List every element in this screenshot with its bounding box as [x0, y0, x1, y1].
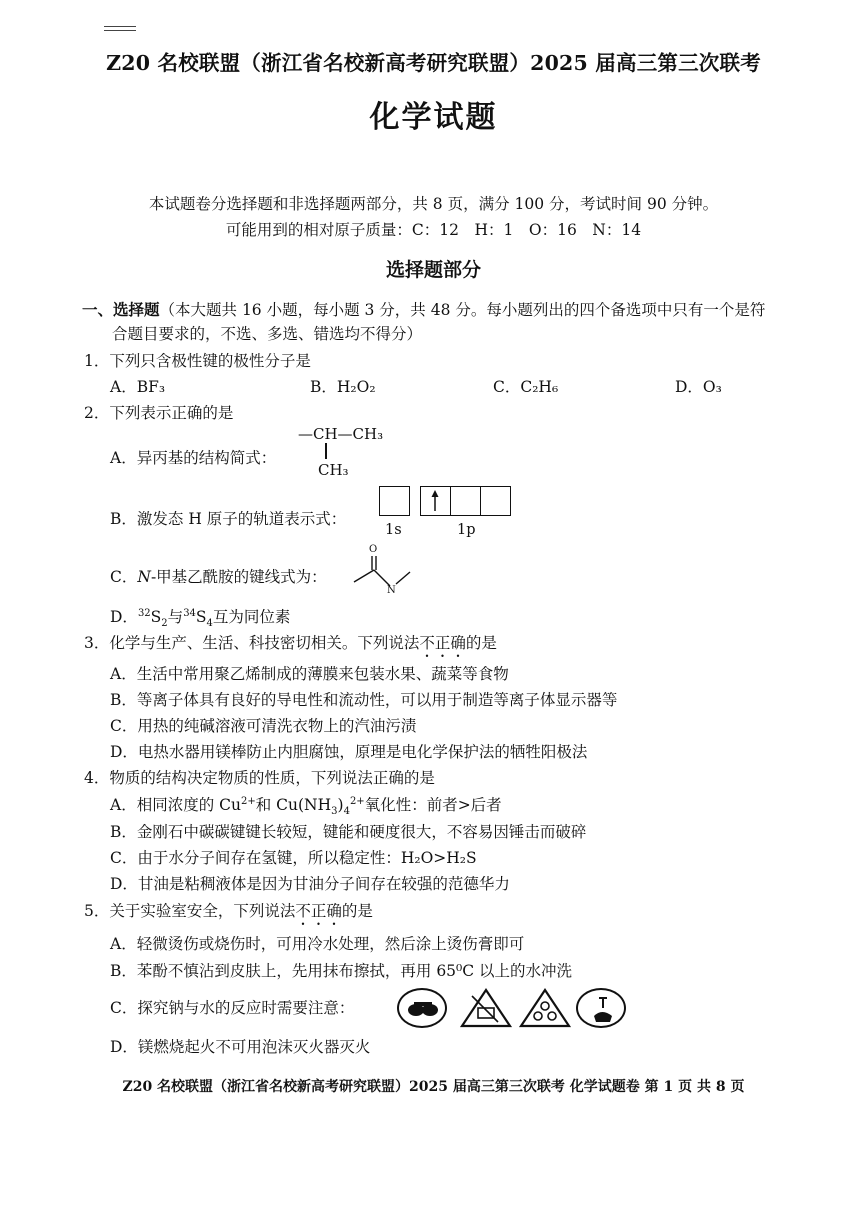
q3-option-b: B．等离子体具有良好的导电性和流动性，可以用于制造等离子体显示器等	[110, 691, 618, 709]
q2-option-d-prefix: D．	[110, 608, 138, 626]
isopropyl-bond-vertical	[325, 443, 327, 459]
orbital-box-1p-1	[420, 486, 451, 516]
part-heading-line2: 合题目要求的，不选、多选、错选均不得分）	[112, 325, 423, 343]
q1-stem: 1．下列只含极性键的极性分子是	[84, 352, 311, 370]
isotope-1-symbol: S	[150, 608, 162, 626]
q2-option-c-italic: N	[137, 568, 151, 586]
orbital-box-1p-3	[480, 486, 511, 516]
orbital-label-1p: 1p	[457, 522, 476, 538]
q4-stem: 4．物质的结构决定物质的性质，下列说法正确的是	[84, 769, 435, 787]
electron-up-arrow-icon	[421, 487, 452, 517]
orbital-box-1s	[379, 486, 410, 516]
q4-option-c: C．由于水分子间存在氢键，所以稳定性：H₂O>H₂S	[110, 849, 477, 867]
q5-option-c: C．探究钠与水的反应时需要注意：	[110, 999, 355, 1017]
part-heading-label: 一、选择题	[82, 300, 160, 319]
q3-option-a: A．生活中常用聚乙烯制成的薄膜来包装水果、蔬菜等食物	[110, 665, 509, 683]
atom-label-n: N	[387, 585, 396, 596]
part-heading-text: （本大题共 16 小题，每小题 3 分，共 48 分。每小题列出的四个备选项中只有一个是符	[159, 301, 766, 319]
q1-option-d: D．O₃	[675, 378, 722, 396]
subject-title: 化学试题	[369, 100, 498, 135]
isopropyl-formula-bottom: CH₃	[318, 461, 349, 479]
q3-stem-post: 的是	[465, 634, 497, 652]
page-footer: Z20 名校联盟（浙江省名校新高考研究联盟）2025 届高三第三次联考 化学试题卷 第 1 页 共 8 页	[122, 1079, 745, 1095]
q4-option-a-subscript-2: 4	[343, 806, 350, 818]
q3-option-c: C．用热的纯碱溶液可清洗衣物上的汽油污渍	[110, 717, 417, 735]
q4-option-a-mid2: )	[337, 796, 344, 814]
q4-option-a-charge-1: 2+	[240, 795, 256, 807]
intro-line-1: 本试题卷分选择题和非选择题两部分，共 8 页，满分 100 分，考试时间 90 分钟。	[148, 195, 719, 213]
scan-mark	[104, 26, 136, 31]
q2-option-d	[110, 605, 290, 629]
q3-option-d: D．电热水器用镁棒防止内胆腐蚀，原理是电化学保护法的牺牲阳极法	[110, 743, 588, 761]
fan-ventilation-icon	[517, 986, 573, 1030]
q3-stem-emphasis: 不正确	[419, 634, 466, 652]
q1-option-a: A．BF₃	[110, 378, 166, 396]
q1-option-b: B．H₂O₂	[310, 378, 376, 396]
q4-option-a-mid: 和 Cu(NH	[255, 796, 332, 814]
isopropyl-formula-top: —CH—CH₃	[298, 425, 384, 443]
isotope-2-symbol: S	[195, 608, 207, 626]
orbital-label-1s: 1s	[385, 522, 402, 538]
q2-option-b: B．激发态 H 原子的轨道表示式：	[110, 510, 347, 528]
q2-option-d-connector: 与	[167, 608, 184, 626]
q4-option-a	[110, 793, 502, 817]
q3-stem	[84, 631, 497, 661]
atom-label-o: O	[369, 544, 378, 555]
q5-stem	[84, 899, 373, 929]
wash-hands-icon	[576, 988, 626, 1028]
orbital-box-1p-2	[450, 486, 481, 516]
q2-option-d-text: 互为同位素	[212, 608, 291, 626]
isotope-2-subscript: 4	[206, 618, 213, 630]
q4-option-d: D．甘油是粘稠液体是因为甘油分子间存在较强的范德华力	[110, 875, 510, 893]
q5-stem-emphasis: 不正确	[295, 902, 342, 920]
part-heading	[82, 298, 765, 320]
goggles-safety-icon	[397, 988, 447, 1028]
q5-option-d: D．镁燃烧起火不可用泡沫灭火器灭火	[110, 1038, 371, 1056]
q5-option-b: B．苯酚不慎沾到皮肤上，先用抹布擦拭，再用 65⁰C 以上的水冲洗	[110, 962, 573, 980]
isotope-2-mass: 34	[183, 607, 196, 619]
q3-stem-pre: 3．化学与生产、生活、科技密切相关。下列说法	[84, 634, 420, 652]
heating-caution-icon	[458, 986, 514, 1030]
q2-option-c	[110, 565, 327, 587]
exam-header-title: Z20 名校联盟（浙江省名校新高考研究联盟）2025 届高三第三次联考	[106, 51, 761, 75]
q1-option-c: C．C₂H₆	[493, 378, 559, 396]
q2-stem: 2．下列表示正确的是	[84, 404, 234, 422]
intro-line-2: 可能用到的相对原子质量：C：12 H：1 O：16 N：14	[225, 221, 642, 239]
q5-option-a: A．轻微烫伤或烧伤时，可用冷水处理，然后涂上烫伤膏即可	[110, 935, 525, 953]
section-title: 选择题部分	[385, 259, 481, 281]
isotope-1-mass: 32	[137, 607, 151, 619]
q5-stem-pre: 5．关于实验室安全，下列说法	[84, 902, 296, 920]
q4-option-a-subscript-1: 3	[331, 806, 338, 818]
isotope-1-subscript: 2	[161, 618, 168, 630]
q2-option-c-prefix: C．	[110, 568, 138, 586]
q4-option-a-post: 氧化性：前者>后者	[364, 796, 502, 814]
q2-option-c-text: -甲基乙酰胺的键线式为：	[150, 568, 327, 586]
q4-option-a-charge-2: 2+	[349, 795, 365, 807]
q5-stem-post: 的是	[341, 902, 373, 920]
q2-option-a: A．异丙基的结构简式：	[110, 449, 277, 467]
n-methylacetamide-skeletal-structure	[352, 546, 414, 596]
q4-option-a-pre: A．相同浓度的 Cu	[110, 796, 241, 814]
q4-option-b: B．金刚石中碳碳键键长较短，键能和硬度很大，不容易因锤击而破碎	[110, 823, 587, 841]
